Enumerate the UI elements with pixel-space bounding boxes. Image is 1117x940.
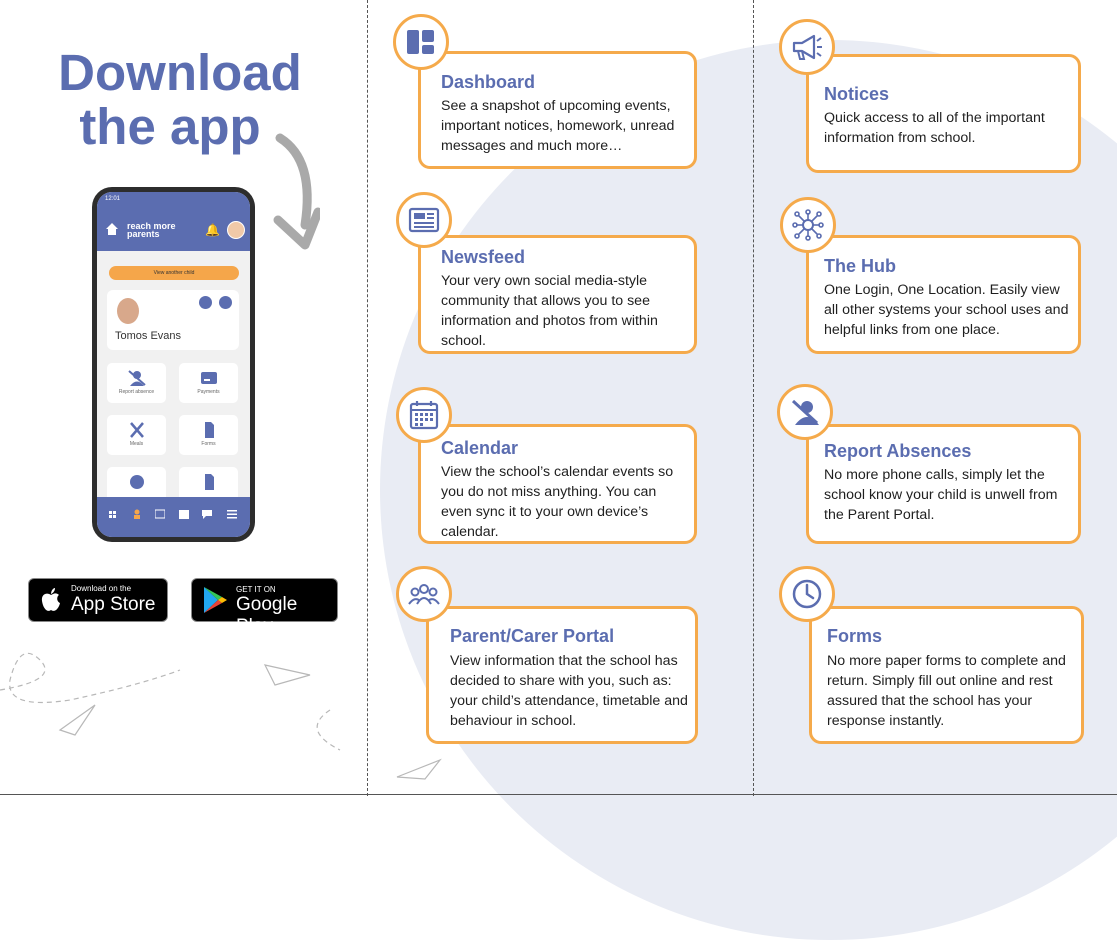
absent-person-icon [777, 384, 833, 440]
chat-icon [202, 509, 212, 519]
tile-label: Report absence [118, 389, 155, 395]
document-icon [200, 474, 218, 490]
card-title: Calendar [441, 438, 519, 458]
google-play-icon [202, 586, 228, 614]
feature-card-the-hub [806, 235, 1081, 354]
child-card [107, 290, 239, 350]
app-store-big-text: App Store [71, 594, 156, 615]
card-description: View information that the school has decided to share with you, such as: your child’s attendance, timetable and behaviour in school. [450, 653, 688, 729]
grid-icon [109, 509, 119, 519]
card-description: One Login, One Location. Easily view all other systems your school uses and helpful links from one place. [824, 282, 1069, 338]
card-title: Forms [827, 626, 883, 646]
child-photo [117, 298, 139, 324]
profile-icon [219, 296, 232, 309]
app-brand [127, 222, 176, 238]
apple-icon [39, 587, 63, 613]
home-icon [105, 222, 119, 236]
phone-call-icon [199, 296, 212, 309]
people-icon [132, 509, 142, 519]
calendar-icon [396, 387, 452, 443]
feature-card-newsfeed [418, 235, 697, 354]
phone-time: 12:01 [105, 196, 121, 202]
card-description: No more phone calls, simply let the school know your child is unwell from the Parent Portal. [824, 467, 1058, 523]
card-title: The Hub [824, 256, 896, 276]
tile-meals [107, 415, 166, 455]
hero-line-2: the app [79, 98, 261, 155]
google-play-badge[interactable] [191, 578, 338, 637]
column-divider-1 [367, 0, 368, 796]
phone-bottom-nav [97, 497, 250, 537]
card-icon [200, 370, 218, 386]
hero-line-1: Download [58, 44, 302, 101]
view-another-child-button: View another child [109, 266, 239, 280]
card-title: Newsfeed [441, 247, 526, 267]
card-description: Your very own social media-style community that allows you to see information and photos from within school. [441, 273, 658, 349]
people-icon [396, 566, 452, 622]
card-description: See a snapshot of upcoming events, important notices, homework, unread messages and much more… [441, 98, 675, 154]
card-title: Report Absences [824, 441, 972, 461]
megaphone-icon [779, 19, 835, 75]
app-store-badge[interactable] [28, 578, 168, 622]
newspaper-icon [396, 192, 452, 248]
paper-plane-decoration [0, 640, 380, 790]
phone-mockup [92, 187, 255, 542]
dashboard-icon [393, 14, 449, 70]
phone-screen [97, 192, 250, 537]
feature-card-parent-portal [426, 606, 698, 744]
card-description: Quick access to all of the important information from school. [824, 110, 1045, 146]
clock-icon [779, 566, 835, 622]
document-icon [200, 422, 218, 438]
feature-card-notices [806, 54, 1081, 173]
phone-status-bar [97, 192, 250, 208]
tile-report-absence [107, 363, 166, 403]
brand-line-1: reach more [127, 221, 176, 231]
feature-card-calendar [418, 424, 697, 544]
menu-icon [227, 509, 237, 519]
feature-card-report-absences [806, 424, 1081, 544]
network-hub-icon [780, 197, 836, 253]
feature-card-dashboard [418, 51, 697, 169]
card-description: View the school’s calendar events so you do not miss anything. You can even sync it to your own device’s calendar. [441, 464, 674, 540]
google-play-big-text: Google Play [236, 594, 298, 637]
card-title: Notices [824, 84, 890, 104]
tile-label: Payments [197, 389, 220, 395]
card-title: Dashboard [441, 72, 536, 92]
pie-chart-icon [128, 474, 146, 490]
tile-label: Meals [129, 441, 144, 447]
brand-line-2: parents [127, 229, 160, 239]
bell-icon: 🔔 [205, 223, 220, 237]
phone-app-header [97, 208, 250, 251]
cutlery-icon [128, 422, 146, 438]
column-divider-2 [753, 0, 754, 796]
card-title: Parent/Carer Portal [450, 626, 615, 646]
paper-plane-decoration-bottom [395, 755, 455, 785]
avatar [227, 221, 245, 239]
feature-card-forms [809, 606, 1084, 744]
card-description: No more paper forms to complete and return. Simply fill out online and rest assured that the school has your response instantly. [827, 653, 1066, 729]
tile-payments [179, 363, 238, 403]
google-play-small-text: GET IT ON [236, 585, 276, 594]
calendar-icon [179, 509, 189, 519]
newspaper-icon [155, 509, 165, 519]
child-name: Tomos Evans [115, 330, 182, 342]
tile-forms [179, 415, 238, 455]
tile-label: Forms [201, 441, 216, 447]
bottom-border [0, 794, 1117, 795]
absent-person-icon [128, 370, 146, 386]
app-store-small-text: Download on the [71, 584, 132, 593]
curved-arrow-icon [270, 130, 320, 250]
